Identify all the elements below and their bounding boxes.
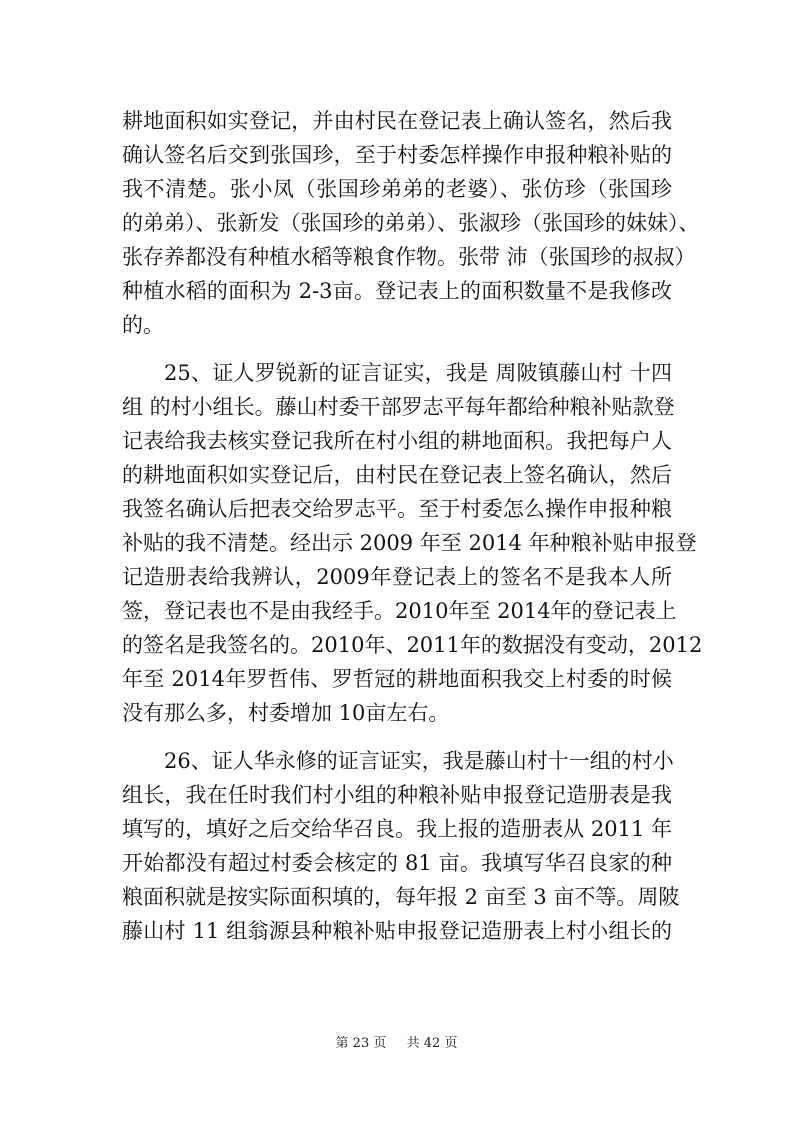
text-line-10: 记表给我去核实登记我所在村小组的耕地面积。我把每户人 — [122, 429, 672, 453]
text-line-5: 张存养都没有种植水稻等粮食作物。张带 沛（张国珍的叔叔） — [122, 245, 696, 269]
text-line-23: 粮面积就是按实际面积填的，每年报 2 亩至 3 亩不等。周陂 — [122, 885, 680, 909]
text-line-2: 确认签名后交到张国珍，至于村委怎样操作申报种粮补贴的 — [122, 143, 672, 167]
text-line-22: 开始都没有超过村委会核定的 81 亩。我填写华召良家的种 — [122, 851, 672, 875]
text-line-13: 补贴的我不清楚。经出示 2009 年至 2014 年种粮补贴申报登 — [122, 531, 697, 555]
text-line-16: 的签名是我签名的。2010年、2011年的数据没有变动，2012 — [122, 633, 703, 657]
page-total: 共 42 页 — [406, 1036, 458, 1051]
text-line-8: 25、证人罗锐新的证言证实，我是 周陂镇藤山村 十四 — [164, 361, 672, 385]
page-footer — [0, 1035, 793, 1053]
text-line-3: 我不清楚。张小凤（张国珍弟弟的老婆）、张仿珍（张国珍 — [122, 177, 672, 201]
text-line-1: 耕地面积如实登记，并由村民在登记表上确认签名，然后我 — [122, 109, 672, 133]
text-line-20: 组长，我在任时我们村小组的种粮补贴申报登记造册表是我 — [122, 783, 672, 807]
text-line-15: 签，登记表也不是由我经手。2010年至 2014年的登记表上 — [122, 599, 677, 623]
text-line-18: 没有那么多，村委增加 10亩左右。 — [122, 701, 450, 725]
page-number: 第 23 页 — [335, 1036, 387, 1051]
text-line-14: 记造册表给我辨认，2009年登记表上的签名不是我本人所 — [122, 565, 672, 589]
text-line-4: 的弟弟）、张新发（张国珍的弟弟）、张淑珍（张国珍的妹妹）、 — [122, 211, 700, 235]
text-line-9: 组 的村小组长。藤山村委干部罗志平每年都给种粮补贴款登 — [122, 395, 675, 419]
text-line-11: 的耕地面积如实登记后，由村民在登记表上签名确认，然后 — [122, 463, 672, 487]
text-line-7: 的。 — [122, 313, 164, 337]
text-line-24: 藤山村 11 组翁源县种粮补贴申报登记造册表上村小组长的 — [122, 919, 672, 943]
text-line-17: 年至 2014年罗哲伟、罗哲冠的耕地面积我交上村委的时候 — [122, 667, 672, 691]
text-line-21: 填写的，填好之后交给华召良。我上报的造册表从 2011 年 — [122, 817, 672, 841]
text-line-12: 我签名确认后把表交给罗志平。至于村委怎么操作申报种粮 — [122, 497, 672, 521]
text-line-6: 种植水稻的面积为 2-3亩。登记表上的面积数量不是我修改 — [122, 279, 672, 303]
text-line-19: 26、证人华永修的证言证实，我是藤山村十一组的村小 — [164, 749, 674, 773]
